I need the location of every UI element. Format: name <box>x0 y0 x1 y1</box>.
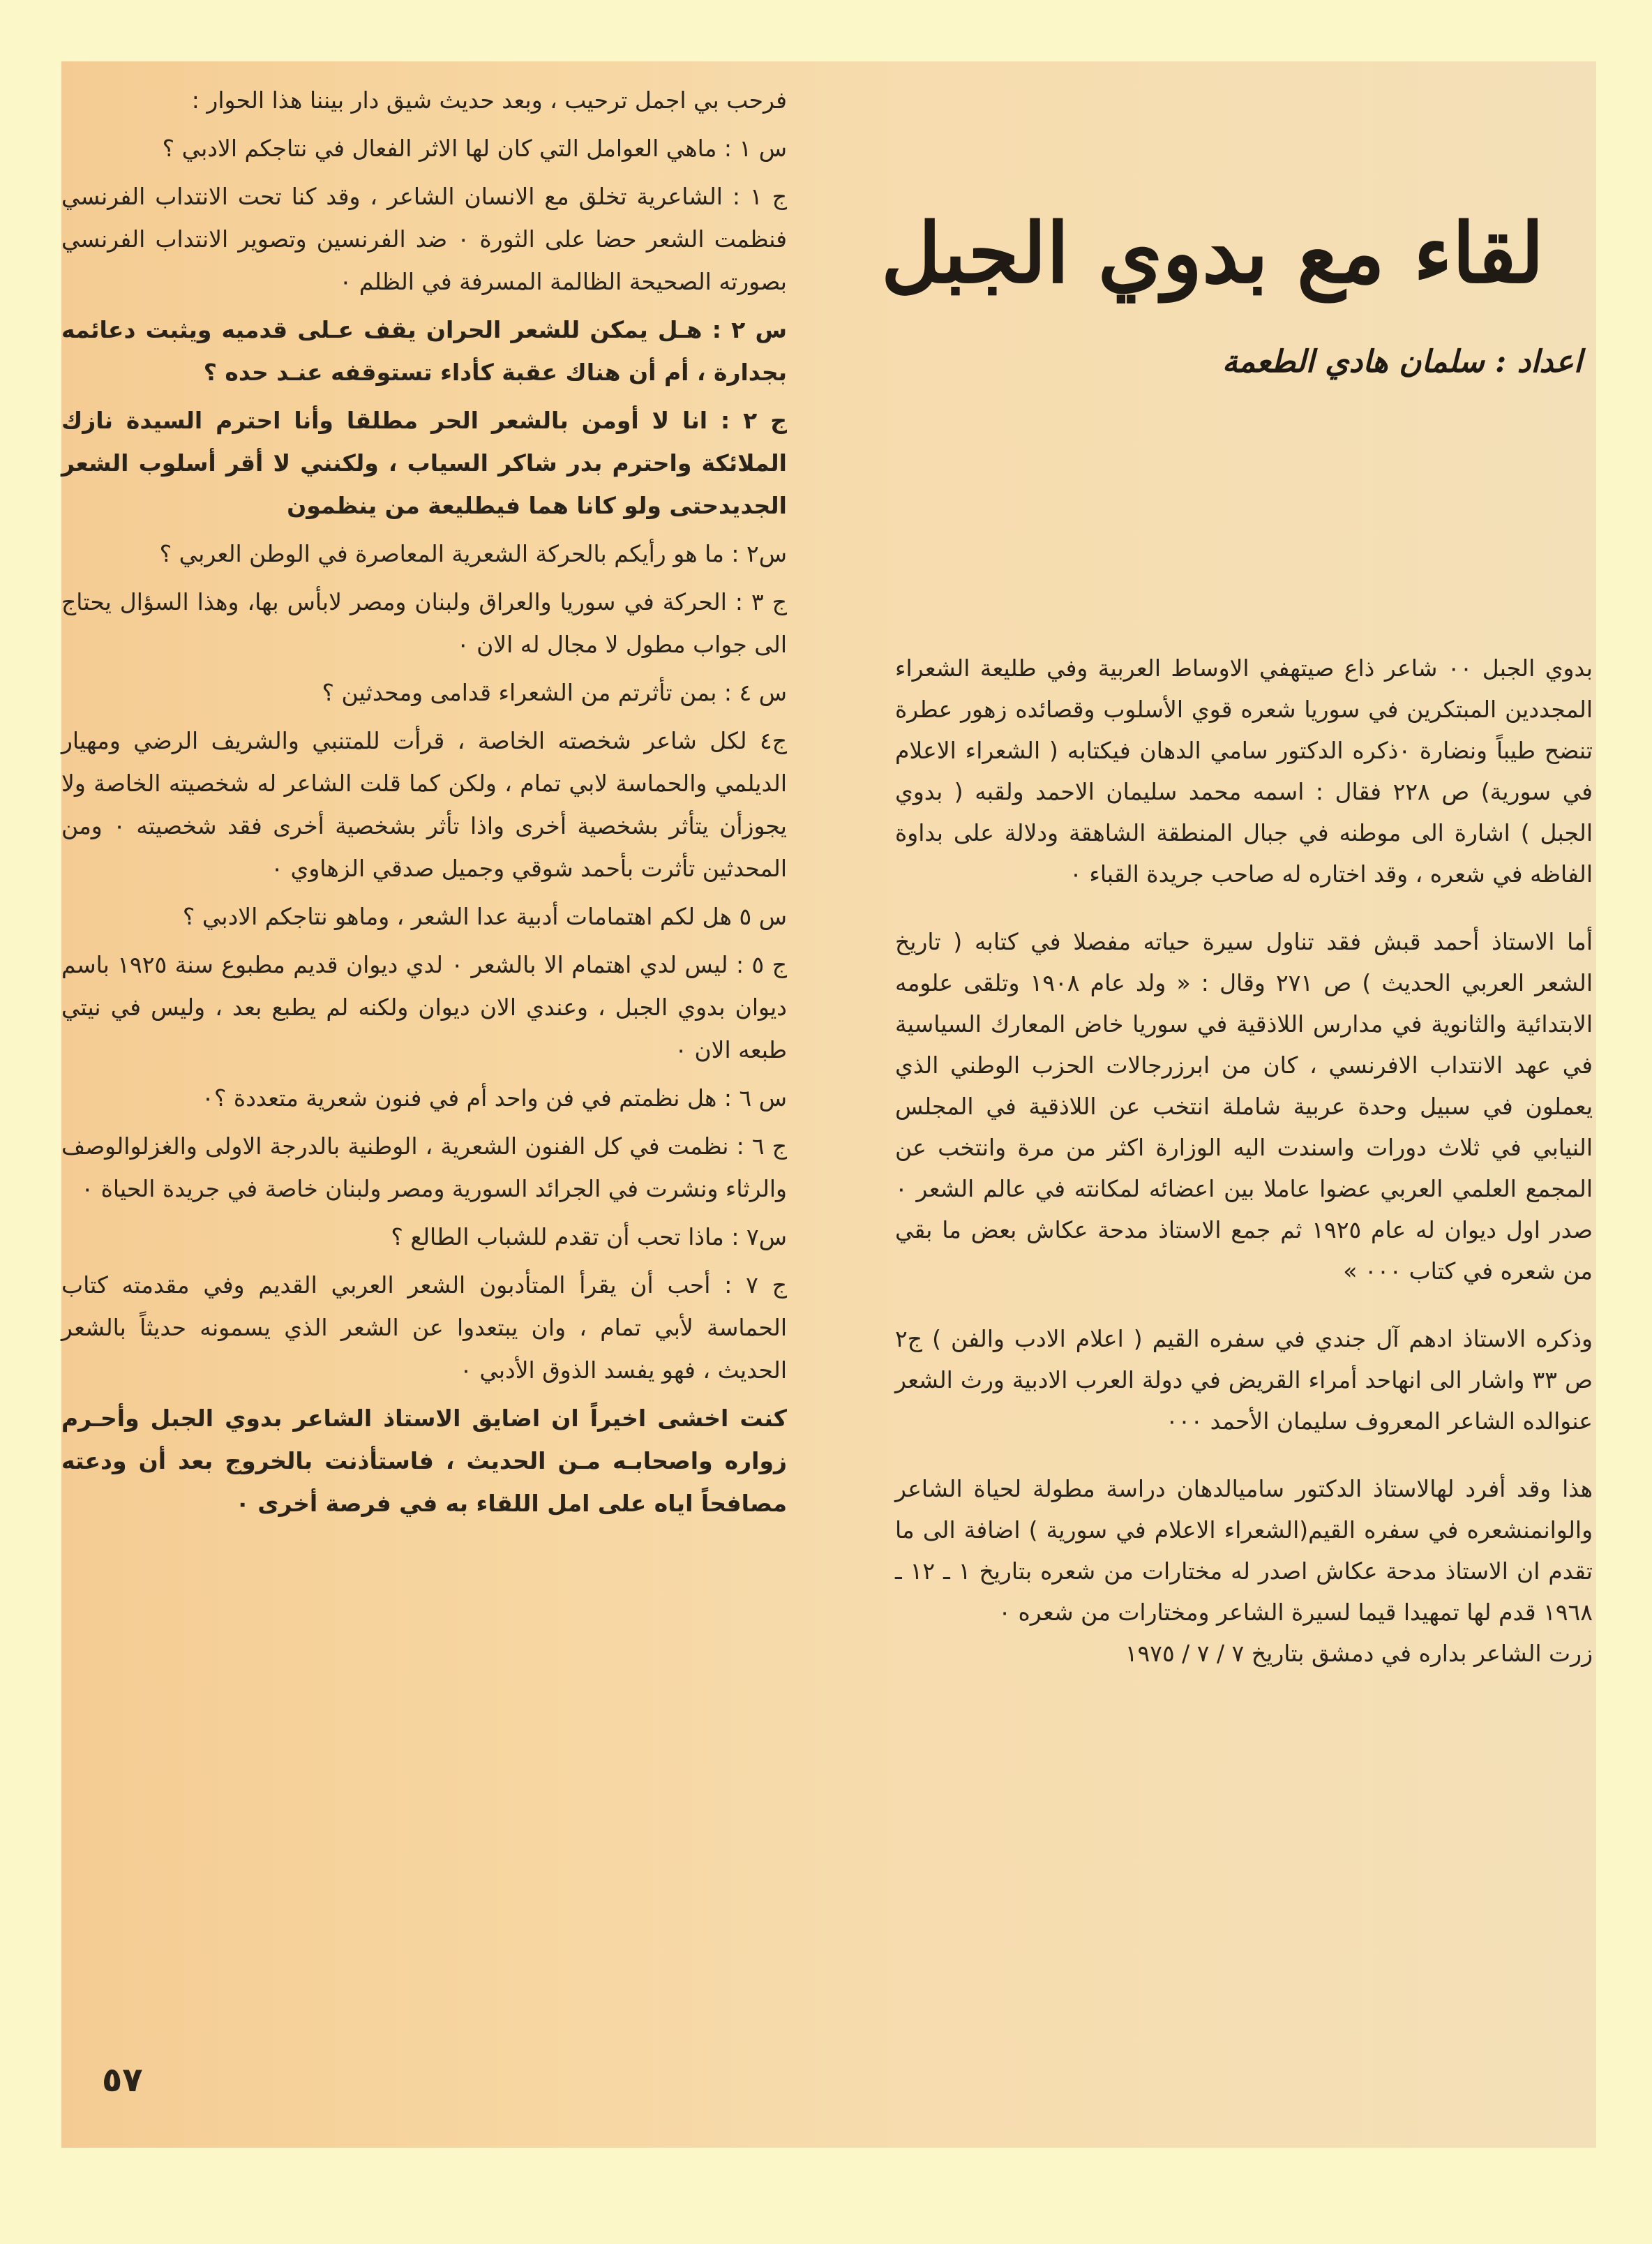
intro-paragraph: وذكره الاستاذ ادهم آل جندي في سفره القيم ( اعلام الادب والفن ) ج٢ ص ٣٣ واشار الى انهاحد أمراء القريض في دولة العرب الادبية ورث الشعر عنوالده الشاعر المعروف سليمان الأحمد ٠٠٠ <box>895 1325 1593 1435</box>
question-4: س ٤ : بمن تأثرتم من الشعراء قدامى ومحدثين ؟ <box>322 679 787 706</box>
question-6: س ٦ : هل نظمتم في فن واحد أم في فنون شعرية متعددة ؟٠ <box>202 1084 787 1112</box>
visit-date-line: زرت الشاعر بداره في دمشق بتاريخ ٧ / ٧ / ١٩٧٥ <box>1125 1640 1593 1667</box>
answer-4: ج٤ لكل شاعر شخصته الخاصة ، قرأت للمتنبي والشريف الرضي ومهيار الديلمي والحماسة لابي تمام ، ولكن كما قلت الشاعر له شخصيته الخاصة ولا يجوزأن يتأثر بشخصية أخرى واذا تأثر بشخصية أخرى فقد شخصيته ٠ ومن المحدثين تأثرت بأحمد شوقي وجميل صدقي الزهاوي ٠ <box>61 727 787 882</box>
magazine-page <box>61 61 1596 2148</box>
answer-1: ج ١ : الشاعرية تخلق مع الانسان الشاعر ، وقد كنا تحت الانتداب الفرنسي فنظمت الشعر حضا على الثورة ٠ ضد الفرنسين وتصوير الانتداب الفرنسي بصورته الصحيحة الظالمة المسرفة في الظلم ٠ <box>61 183 787 295</box>
answer-6: ج ٦ : نظمت في كل الفنون الشعرية ، الوطنية بالدرجة الاولى والغزلوالوصف والرثاء ونشرت في الجرائد السورية ومصر ولبنان خاصة في جريدة الحياة ٠ <box>61 1132 787 1202</box>
interview-paragraph: فرحب بي اجمل ترحيب ، وبعد حديث شيق دار بيننا هذا الحوار : <box>191 87 787 114</box>
answer-7: ج ٧ : أحب أن يقرأ المتأدبون الشعر العربي القديم وفي مقدمته كتاب الحماسة لأبي تمام ، وان يبتعدوا عن الشعر الذي يسمونه حديثاً بالشعر الحديث ، فهو يفسد الذوق الأدبي ٠ <box>61 1271 787 1384</box>
article-title: لقاء مع بدوي الجبل <box>880 204 1545 301</box>
intro-paragraph: بدوي الجبل ٠٠ شاعر ذاع صيتهفي الاوساط العربية وفي طليعة الشعراء المجددين المبتكرين في سوريا شعره قوي الأسلوب وقصائده زهور عطرة تنضح طيباً ونضارة ٠ذكره الدكتور سامي الدهان فيكتابه ( الشعراء الاعلام في سورية) ص ٢٢٨ فقال : اسمه محمد سليمان الاحمد ولقبه ( بدوي الجبل ) اشارة الى موطنه في جبال المنطقة الشاهقة ودلالة على بداوة الفاظه في شعره ، وقد اختاره له صاحب جريدة القباء ٠ <box>895 654 1593 888</box>
interview-column <box>61 79 787 1530</box>
question-5: س ٥ هل لكم اهتمامات أدبية عدا الشعر ، وماهو نتاجكم الادبي ؟ <box>182 903 787 930</box>
question-2: س ٢ : هـل يمكن للشعر الحران يقف عـلى قدميه ويثبت دعائمه بجدارة ، أم أن هناك عقبة كأداء تستوقفه عنـد حده ؟ <box>61 316 787 386</box>
intro-column <box>895 648 1593 1700</box>
intro-paragraph: أما الاستاذ أحمد قبش فقد تناول سيرة حياته مفصلا في كتابه ( تاريخ الشعر العربي الحديث ) ص ٢٧١ وقال : « ولد عام ١٩٠٨ وتلقى علومه الابتدائية والثانوية في مدارس اللاذقية في سوريا خاض المعارك السياسية في عهد الانتداب الافرنسي ، كان من ابرزرجالات الحزب الوطني الذي يعملون في سبيل وحدة عربية شاملة انتخب عن اللاذقية في المجلس النيابي في ثلاث دورات واسندت اليه الوزارة اكثر من مرة وانتخب عن المجمع العلمي العربي عضوا عاملا بين اعضائه لمكانته في عالم الشعر ٠ صدر اول ديوان له عام ١٩٢٥ ثم جمع الاستاذ مدحة عكاش بعض ما بقي من شعره في كتاب ٠٠٠ » <box>895 928 1593 1285</box>
answer-3: ج ٣ : الحركة في سوريا والعراق ولبنان ومصر لابأس بها، وهذا السؤال يحتاج الى جواب مطول لا مجال له الان ٠ <box>61 588 787 658</box>
page-number: ٥٧ <box>102 2060 143 2100</box>
question-7: س٧ : ماذا تحب أن تقدم للشباب الطالع ؟ <box>391 1223 787 1250</box>
question-3: س٢ : ما هو رأيكم بالحركة الشعرية المعاصرة في الوطن العربي ؟ <box>159 540 787 567</box>
intro-paragraph: هذا وقد أفرد لهالاستاذ الدكتور ساميالدهان دراسة مطولة لحياة الشاعر والوانمنشعره في سفره القيم(الشعراء الاعلام في سورية ) اضافة الى ما تقدم ان الاستاذ مدحة عكاش اصدر له مختارات من شعره بتاريخ ١ ـ ١٢ ـ ١٩٦٨ قدم لها تمهيدا قيما لسيرة الشاعر ومختارات من شعره ٠ <box>895 1475 1593 1626</box>
article-byline: اعداد : سلمان هادي الطعمة <box>1222 344 1582 380</box>
answer-5: ج ٥ : ليس لدي اهتمام الا بالشعر ٠ لدي ديوان قديم مطبوع سنة ١٩٢٥ باسم ديوان بدوي الجبل ، وعندي الان ديوان ولكنه لم يطبع بعد ، وليس في نيتي طبعه الان ٠ <box>61 951 788 1063</box>
question-1: س ١ : ماهي العوامل التي كان لها الاثر الفعال في نتاجكم الادبي ؟ <box>162 135 787 162</box>
answer-2: ج ٢ : انا لا أومن بالشعر الحر مطلقا وأنا احترم السيدة نازك الملائكة واحترم بدر شاكر السياب ، ولكنني لا أقر أسلوب الشعر الجديدحتى ولو كانا هما فيطليعة من ينظمون <box>61 407 787 519</box>
closing-paragraph: كنت اخشى اخيراً ان اضايق الاستاذ الشاعر بدوي الجبل وأحـرم زواره واصحابـه مـن الحديث ، فاستأذنت بالخروج بعد أن ودعته مصافحاً اياه على امل اللقاء به في فرصة أخرى ٠ <box>61 1405 787 1517</box>
